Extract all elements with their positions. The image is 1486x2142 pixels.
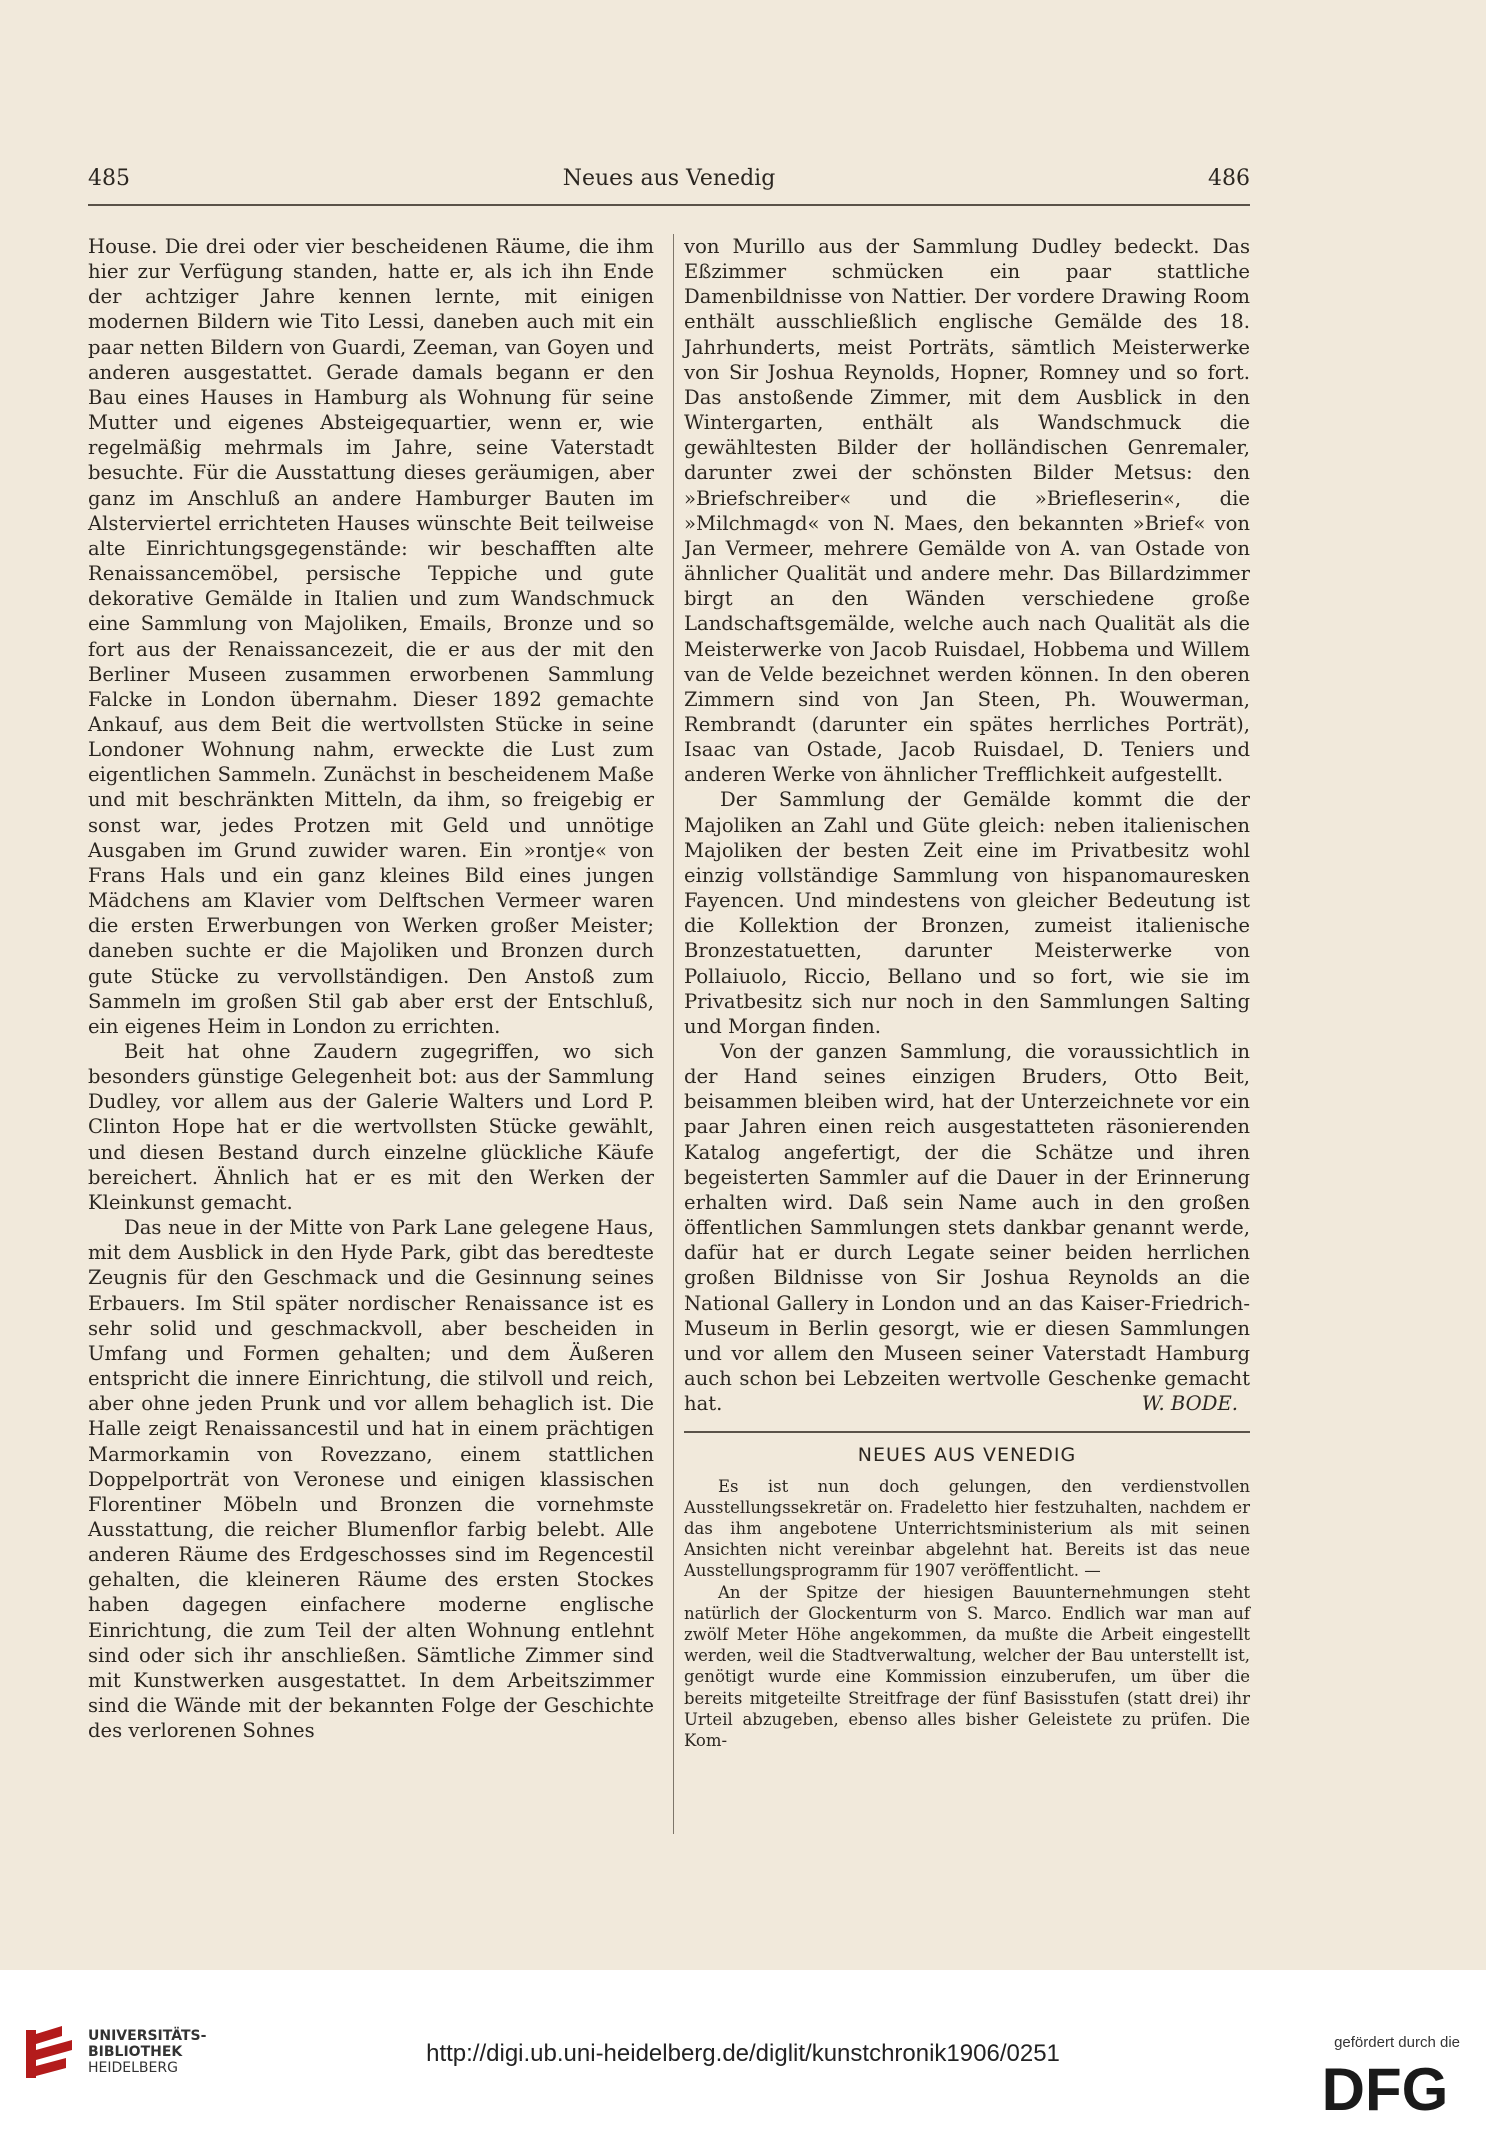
digitization-footer xyxy=(0,1970,1486,2142)
paragraph: Der Sammlung der Gemälde kommt die der Majoliken an Zahl und Güte gleich: neben italienischen Majoliken der besten Zeit eine im Privatbesitz wohl einzig vollständige Sammlung von hispanomauresken Fayencen. Und mindestens von gleicher Bedeutung ist die Kollektion der Bronzen, zumeist italienische Bronzestatuetten, darunter Meisterwerke von Pollaiuolo, Riccio, Bellano und so fort, wie sie im Privatbesitz sich nur noch in den Sammlungen Salting und Morgan finden. xyxy=(684,788,1250,1038)
paragraph: House. Die drei oder vier bescheidenen Räume, die ihm hier zur Verfügung standen, hatte er, als ich ihn Ende der achtziger Jahre kennen lernte, mit einigen modernen Bildern wie Tito Lessi, daneben auch mit ein paar netten Bildern von Guardi, Zeeman, van Goyen und anderen ausgestattet. Gerade damals begann er den Bau eines Hauses in Hamburg als Wohnung für seine Mutter und eigenes Absteigequartier, wenn er, wie regelmäßig mehrmals im Jahre, seine Vaterstadt besuchte. Für die Ausstattung dieses geräumigen, aber ganz im Anschluß an andere Hamburger Bauten im Alsterviertel errichteten Hauses wünschte Beit teilweise alte Einrichtungsgegenstände: wir beschafften alte Renaissancemöbel, persische Teppiche und gute dekorative Gemälde in Italien und zum Wandschmuck eine Sammlung von Majoliken, Emails, Bronze und so fort aus der Renaissancezeit, die er aus der mit den Berliner Museen zusammen erworbenen Sammlung Falcke in London übernahm. Dieser 1892 gemachte Ankauf, aus dem Beit die wertvollsten Stücke in seine Londoner Wohnung nahm, erweckte die Lust zum eigentlichen Sammeln. Zunächst in bescheidenem Maße und mit beschränkten Mitteln, da ihm, so freigebig er sonst war, jedes Protzen mit Geld und unnötige Ausgaben im Grund zuwider waren. Ein »rontje« von Frans Hals und ein ganz kleines Bild eines jungen Mädchens am Klavier vom Delftschen Vermeer waren die ersten Erwerbungen von Werken großer Meister; daneben suchte er die Majoliken und Bronzen durch gute Stücke zu vervollständigen. Den Anstoß zum Sammeln im großen Stil gab aber erst der Entschluß, ein eigenes Heim in London zu errichten. xyxy=(88,235,654,1038)
dfg-logo-icon xyxy=(1310,2058,1460,2116)
source-url-link[interactable]: http://digi.ub.uni-heidelberg.de/diglit/kunstchronik1906/0251 xyxy=(426,2040,1060,2067)
running-title: Neues aus Venedig xyxy=(562,166,776,191)
column-divider xyxy=(673,234,674,1834)
header-rule xyxy=(88,204,1250,206)
left-column xyxy=(88,234,654,1743)
paragraph: Beit hat ohne Zaudern zugegriffen, wo sich besonders günstige Gelegenheit bot: aus der Sammlung Dudley, vor allem aus der Galerie Walters und Lord P. Clinton Hope hat er die wertvollsten Stücke gewählt, und diesen Bestand durch einzelne glückliche Käufe bereichert. Ähnlich hat er es mit den Werken der Kleinkunst gemacht. xyxy=(88,1040,654,1214)
paragraph: An der Spitze der hiesigen Bauunternehmungen steht natürlich der Glockenturm von S. Marco. Endlich war man auf zwölf Meter Höhe angekommen, da mußte die Arbeit eingestellt werden, weil die Stadtverwaltung, welcher der Bau unterstellt ist, genötigt wurde eine Kommission einzuberufen, um über die bereits mitgeteilte Streitfrage der fünf Basisstufen (statt drei) ihr Urteil abzugeben, ebenso alles bisher Geleistete zu prüfen. Die Kom- xyxy=(684,1582,1250,1751)
funding-caption: gefördert durch die xyxy=(1334,2034,1460,2051)
paragraph: Es ist nun doch gelungen, den verdienstvollen Ausstellungssekretär on. Fradeletto hier festzuhalten, nachdem er das ihm angebotene Unterrichtsministerium als mit seinen Ansichten nicht vereinbar abgelehnt hat. Bereits ist das neue Ausstellungsprogramm für 1907 veröffentlicht. — xyxy=(684,1476,1250,1581)
paragraph: Das neue in der Mitte von Park Lane gelegene Haus, mit dem Ausblick in den Hyde Park, gibt das beredteste Zeugnis für den Geschmack und die Gesinnung seines Erbauers. Im Stil später nordischer Renaissance ist es sehr solid und geschmackvoll, aber bescheiden in Umfang und Formen gehalten; und dem Äußeren entspricht die innere Einrichtung, die stilvoll und reich, aber ohne jeden Prunk und vor allem behaglich ist. Die Halle zeigt Renaissancestil und hat in einem prächtigen Marmorkamin von Rovezzano, einem stattlichen Doppelporträt von Veronese und einigen klassischen Florentiner Möbeln und Bronzen die vornehmste Ausstattung, die reicher Blumenflor farbig belebt. Alle anderen Räume des Erdgeschosses sind im Regencestil gehalten, die kleineren Räume des ersten Stockes haben dagegen einfachere moderne englische Einrichtung, die zum Teil der alten Wohnung entlehnt sind oder sich ihr anschließen. Sämtliche Zimmer sind mit Kunstwerken ausgestattet. In dem Arbeitszimmer sind die Wände mit der bekannten Folge der Geschichte des verlorenen Sohnes xyxy=(88,1216,654,1743)
paragraph: Von der ganzen Sammlung, die voraussichtlich in der Hand seines einzigen Bruders, Otto Beit, beisammen bleiben wird, hat der Unterzeichnete vor ein paar Jahren einen reich ausgestatteten räsonierenden Katalog angefertigt, der die Schätze und ihren begeisterten Sammler auf die Dauer in der Erinnerung erhalten wird. Daß sein Name auch in den großen öffentlichen Sammlungen stets dankbar genannt werde, dafür hat er durch Legate seiner beiden herrlichen großen Bildnisse von Sir Joshua Reynolds an die National Gallery in London und an das Kaiser-Friedrich-Museum in Berlin gesorgt, wie er diesen Sammlungen und vor allem den Museen seiner Vaterstadt Hamburg auch schon bei Lebzeiten wertvolle Geschenke gemacht hat. xyxy=(684,1040,1250,1416)
paragraph: von Murillo aus der Sammlung Dudley bedeckt. Das Eßzimmer schmücken ein paar stattliche Damenbildnisse von Nattier. Der vordere Drawing Room enthält ausschließlich englische Gemälde des 18. Jahrhunderts, meist Porträts, sämtlich Meisterwerke von Sir Joshua Reynolds, Hopner, Romney und so fort. Das anstoßende Zimmer, mit dem Ausblick in den Wintergarten, enthält als Wandschmuck die gewähltesten Bilder der holländischen Genremaler, darunter zwei der schönsten Bilder Metsus: den »Briefschreiber« und die »Briefleserin«, die »Milchmagd« von N. Maes, den bekannten »Brief« von Jan Vermeer, mehrere Gemälde von A. van Ostade von ähnlicher Qualität und andere mehr. Das Billardzimmer birgt an den Wänden verschiedene große Landschaftsgemälde, welche auch nach Qualität als die Meisterwerke von Jacob Ruisdael, Hobbema und Willem van de Velde bezeichnet werden können. In den oberen Zimmern sind von Jan Steen, Ph. Wouwerman, Rembrandt (darunter ein spätes herrliches Porträt), Isaac van Ostade, Jacob Ruisdael, D. Teniers und anderen Werke von ähnlicher Trefflichkeit aufgestellt. xyxy=(684,235,1250,787)
section-title: NEUES AUS VENEDIG xyxy=(857,1443,1077,1466)
section-body xyxy=(684,1476,1250,1752)
section-rule xyxy=(684,1431,1250,1433)
author-signature: W. BODE. xyxy=(1141,1392,1238,1416)
right-column xyxy=(684,234,1250,1751)
page-number-right: 486 xyxy=(1208,166,1250,191)
library-name: UNIVERSITÄTS- BIBLIOTHEK HEIDELBERG xyxy=(88,2028,207,2076)
running-header xyxy=(88,166,1250,200)
page-number-left: 485 xyxy=(88,166,130,191)
svg-text:DFG: DFG xyxy=(1321,2058,1449,2116)
